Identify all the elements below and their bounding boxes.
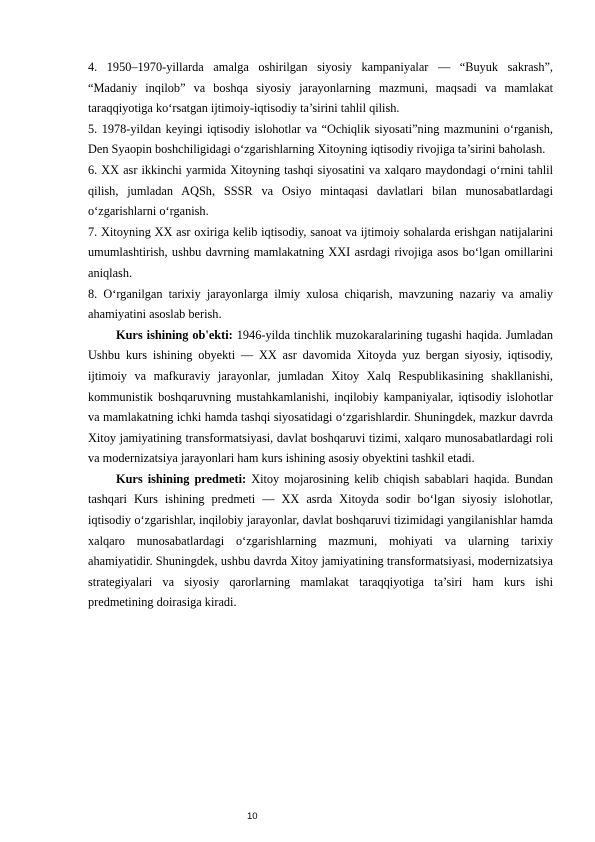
list-item-7: 7. Xitoyning XX asr oxiriga kelib iqtisodiy, sanoat va ijtimoiy sohalarda erishgan natijalarini umumlashtirish, ushbu davrning mamlakatning XXI asrdagi rivojiga asos bo‘lgan omillarini aniqlash. — [88, 224, 553, 280]
list-item-4: 4. 1950–1970-yillarda amalga oshirilgan siyosiy kampaniyalar — “Buyuk sakrash”, “Madaniy inqilob” va boshqa siyosiy jarayonlarning mazmuni, maqsadi va mamlakat taraqqiyotiga ko‘rsatgan ijtimoiy-iqtisodiy ta’sirini tahlil qilish. — [88, 60, 553, 116]
object-label: Kurs ishining ob'ekti: — [116, 327, 233, 342]
page-number: 10 — [247, 811, 258, 822]
subject-paragraph — [88, 469, 553, 613]
document-body — [88, 57, 553, 613]
list-item-8: 8. O‘rganilgan tarixiy jarayonlarga ilmiy xulosa chiqarish, mavzuning nazariy va amaliy ahamiyatini asoslab berish. — [88, 286, 553, 322]
subject-label: Kurs ishining predmeti: — [116, 471, 247, 486]
object-paragraph — [88, 325, 553, 469]
object-text: 1946-yilda tinchlik muzokaralarining tugashi haqida. Jumladan Ushbu kurs ishining obyekti — XX asr davomida Xitoyda yuz bergan siyosiy, iqtisodiy, ijtimoiy va mafkuraviy jarayonlar, jumladan Xitoy Xalq Respublikasining shakllanishi, kommunistik boshqaruvning mustahkamlanishi, inqilobiy kampaniyalar, iqtisodiy islohotlar va mamlakatning ichki hamda tashqi siyosatidagi o‘zgarishlardir. Shuningdek, mazkur davrda Xitoy jamiyatining transformatsiyasi, davlat boshqaruvi tizimi, xalqaro munosabatlardagi roli va modernizatsiya jarayonlari ham kurs ishining asosiy obyektini tashkil etadi. — [88, 327, 553, 466]
subject-text: Xitoy mojarosining kelib chiqish sabablari haqida. Bundan tashqari Kurs ishining predmeti — XX asrda Xitoyda sodir bo‘lgan siyosiy islohotlar, iqtisodiy o‘zgarishlar, inqilobiy jarayonlar, davlat boshqaruvi tizimidagi yangilanishlar hamda xalqaro munosabatlardagi o‘zgarishlarning mazmuni, mohiyati va ularning tarixiy ahamiyatidir. Shuningdek, ushbu davrda Xitoy jamiyatining transformatsiyasi, modernizatsiya strategiyalari va siyosiy qarorlarning mamlakat taraqqiyotiga ta’siri ham kurs ishi predmetining doirasiga kiradi. — [88, 471, 553, 610]
list-item-5: 5. 1978-yildan keyingi iqtisodiy islohotlar va “Ochiqlik siyosati”ning mazmunini o‘rganish, Den Syaopin boshchiligidagi o‘zgarishlarning Xitoyning iqtisodiy rivojiga ta’sirini baholash. — [88, 121, 553, 157]
list-item-6: 6. XX asr ikkinchi yarmida Xitoyning tashqi siyosatini va xalqaro maydondagi o‘rnini tahlil qilish, jumladan AQSh, SSSR va Osiyo mintaqasi davlatlari bilan munosabatlardagi o‘zgarishlarni o‘rganish. — [88, 162, 553, 219]
